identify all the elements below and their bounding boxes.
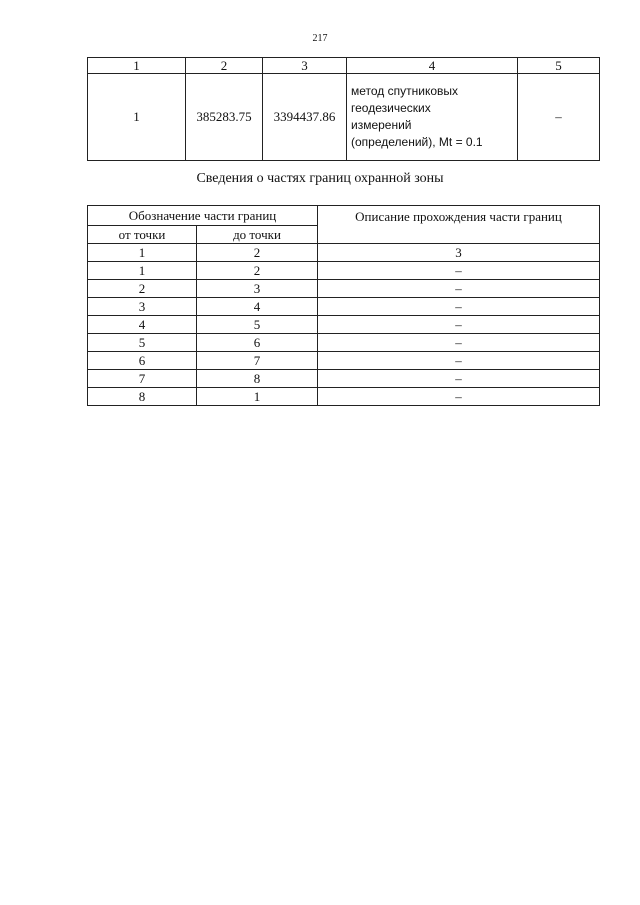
table-row — [88, 352, 600, 370]
point-number-cell: 1 — [88, 74, 186, 161]
column-number-cell: 4 — [347, 58, 518, 74]
table-row — [88, 334, 600, 352]
from-point-cell: 3 — [88, 298, 197, 316]
description-cell: – — [318, 388, 600, 406]
column-number-cell: 2 — [186, 58, 263, 74]
boundary-parts-table — [87, 205, 600, 406]
description-cell: 3 — [318, 244, 600, 262]
table-row — [88, 262, 600, 280]
from-point-header: от точки — [88, 226, 197, 244]
coordinates-header-row — [88, 58, 600, 74]
column-5-cell: – — [518, 74, 600, 161]
to-point-cell: 3 — [197, 280, 318, 298]
part-designation-header: Обозначение части границ — [88, 206, 318, 226]
description-header: Описание прохождения части границ — [318, 206, 600, 244]
y-coordinate-cell: 3394437.86 — [263, 74, 347, 161]
method-line: метод спутниковых — [351, 84, 459, 98]
page-number: 217 — [312, 33, 328, 44]
to-point-cell: 2 — [197, 244, 318, 262]
from-point-cell: 8 — [88, 388, 197, 406]
from-point-cell: 6 — [88, 352, 197, 370]
parts-header-row — [88, 206, 600, 226]
from-point-cell: 4 — [88, 316, 197, 334]
to-point-header: до точки — [197, 226, 318, 244]
to-point-cell: 6 — [197, 334, 318, 352]
from-point-cell: 7 — [88, 370, 197, 388]
table-row — [88, 370, 600, 388]
table-row — [88, 298, 600, 316]
coordinates-data-row — [88, 74, 600, 161]
parts-table-body — [88, 244, 600, 406]
description-cell: – — [318, 334, 600, 352]
table-row — [88, 244, 600, 262]
to-point-cell: 7 — [197, 352, 318, 370]
method-line: (определений), Mt = 0.1 — [351, 135, 483, 149]
x-coordinate-cell: 385283.75 — [186, 74, 263, 161]
table-row — [88, 388, 600, 406]
description-cell: – — [318, 262, 600, 280]
to-point-cell: 1 — [197, 388, 318, 406]
from-point-cell: 1 — [88, 244, 197, 262]
table-row — [88, 316, 600, 334]
description-cell: – — [318, 298, 600, 316]
from-point-cell: 2 — [88, 280, 197, 298]
description-cell: – — [318, 370, 600, 388]
column-number-cell: 3 — [263, 58, 347, 74]
description-cell: – — [318, 280, 600, 298]
description-cell: – — [318, 352, 600, 370]
table-row — [88, 280, 600, 298]
description-cell: – — [318, 316, 600, 334]
coordinates-table — [87, 57, 600, 161]
from-point-cell: 5 — [88, 334, 197, 352]
column-number-cell: 1 — [88, 58, 186, 74]
method-line: измерений — [351, 118, 412, 132]
to-point-cell: 4 — [197, 298, 318, 316]
to-point-cell: 5 — [197, 316, 318, 334]
column-number-cell: 5 — [518, 58, 600, 74]
to-point-cell: 8 — [197, 370, 318, 388]
section-title: Сведения о частях границ охранной зоны — [196, 171, 444, 186]
to-point-cell: 2 — [197, 262, 318, 280]
method-cell — [347, 74, 518, 161]
method-line: геодезических — [351, 101, 431, 115]
from-point-cell: 1 — [88, 262, 197, 280]
